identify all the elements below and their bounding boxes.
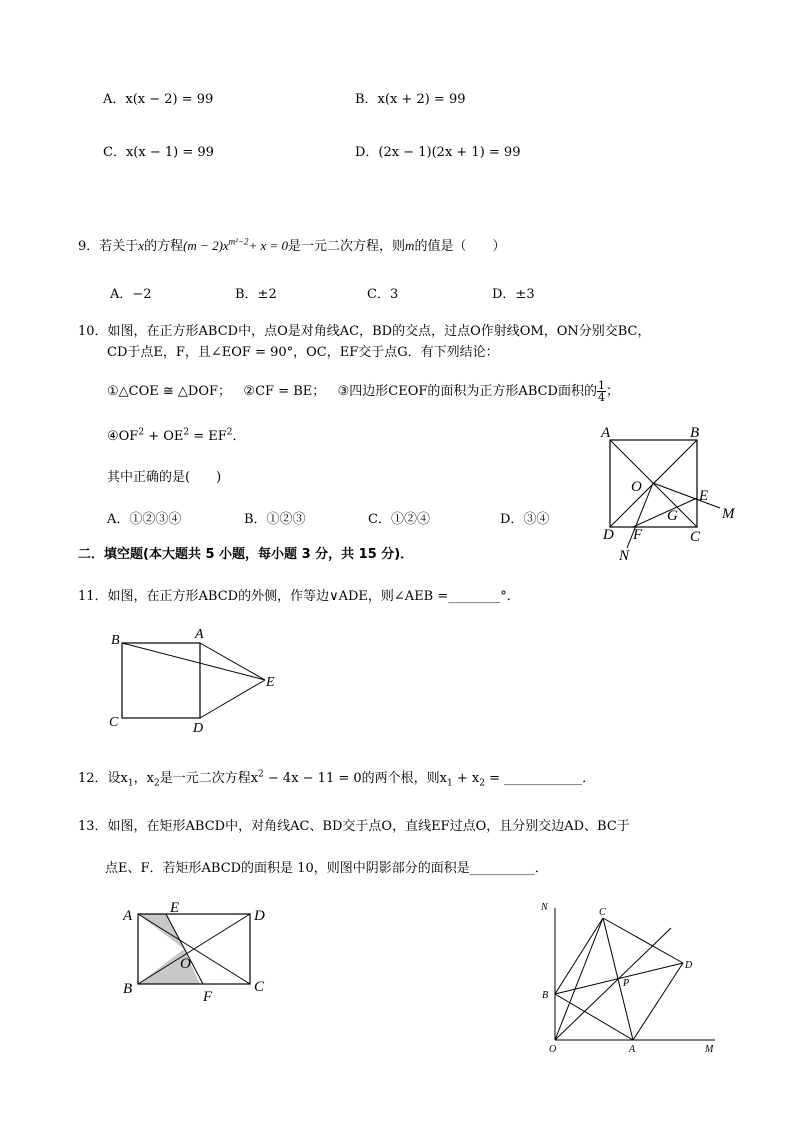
q13-label-f: F bbox=[203, 989, 213, 1005]
q11-figure bbox=[105, 628, 285, 738]
q13-label-c: C bbox=[254, 979, 265, 995]
q9-exponent: m²−2 bbox=[228, 236, 249, 247]
q11-text: 11．如图，在正方形ABCD的外侧，作等边∨ADE，则∠AEB =________°． bbox=[78, 589, 520, 604]
q10-option-d: D．③④ bbox=[500, 512, 550, 527]
right-label-c: C bbox=[599, 907, 606, 918]
q10-line2: CD于点E，F，且∠EOF = 90°，OC，EF交于点G．有下列结论： bbox=[107, 345, 499, 360]
q12-blank[interactable]: ____________ bbox=[504, 771, 583, 786]
q9-option-d: D．±3 bbox=[492, 287, 535, 302]
q13-label-o: O bbox=[180, 956, 191, 972]
q10-label-f: F bbox=[633, 527, 643, 543]
q13-label-a: A bbox=[123, 908, 133, 924]
q11-blank[interactable]: ________ bbox=[448, 589, 501, 604]
q11-label-d: D bbox=[193, 721, 204, 736]
q10-label-d: D bbox=[603, 527, 614, 543]
q10-conclusion-3: ③四边形CEOF的面积为正方形ABCD面积的 bbox=[337, 384, 597, 399]
q10-option-a: A．①②③④ bbox=[107, 512, 182, 527]
section-heading: 二．填空题(本大题共 5 小题，每小题 3 分，共 15 分)． bbox=[78, 547, 414, 562]
right-label-p: P bbox=[623, 978, 630, 989]
q9-suffix: 的值是（ ） bbox=[414, 239, 506, 254]
q10-option-c: C．①②④ bbox=[368, 512, 430, 527]
q10-label-e: E bbox=[699, 488, 709, 504]
right-label-d: D bbox=[685, 960, 693, 971]
q10-label-g: G bbox=[667, 508, 678, 524]
q9-option-c: C．3 bbox=[367, 287, 399, 302]
q11-label-c: C bbox=[109, 715, 119, 730]
q10-label-c: C bbox=[690, 529, 701, 545]
right-label-o: O bbox=[549, 1044, 557, 1055]
q9-prefix: 9．若关于 bbox=[78, 239, 139, 254]
q9-option-a: A．−2 bbox=[110, 287, 152, 302]
q10-fraction: $\frac{1}{4}$ bbox=[597, 379, 605, 404]
q10-label-o: O bbox=[631, 479, 642, 495]
q13-label-d: D bbox=[254, 908, 265, 924]
q13-label-e: E bbox=[170, 900, 180, 916]
q13-line1: 13．如图，在矩形ABCD中，对角线AC、BD交于点O，直线EF过点O，且分别交边AD、BC于 bbox=[78, 819, 630, 834]
q10-conclusion-1: ①△COE ≅ △DOF； bbox=[107, 384, 232, 399]
q13-figure bbox=[115, 897, 285, 1007]
q13-label-b: B bbox=[123, 981, 133, 997]
q8-option-c: C．x(x − 1) = 99 bbox=[103, 145, 214, 160]
q13-blank[interactable]: __________ bbox=[469, 861, 535, 876]
right-label-m: M bbox=[705, 1044, 714, 1055]
right-figure bbox=[535, 898, 725, 1058]
q10-conclusion-4: $④OF^2 + OE^2 = EF^2$． bbox=[107, 427, 246, 444]
q10-label-n: N bbox=[619, 548, 630, 564]
q11-label-b: B bbox=[111, 633, 120, 648]
q10-label-m: M bbox=[722, 506, 735, 522]
q9-stem bbox=[78, 235, 505, 254]
q10-figure bbox=[595, 420, 755, 564]
q9-option-b: B．±2 bbox=[235, 287, 277, 302]
q11-label-a: A bbox=[195, 627, 204, 642]
q10-label-b: B bbox=[690, 425, 700, 441]
right-label-a: A bbox=[629, 1044, 636, 1055]
q9-var-x: x bbox=[138, 238, 145, 253]
q8-option-a: A．x(x − 2) = 99 bbox=[103, 92, 214, 107]
q13-line2: 点E、F．若矩形ABCD的面积是 10，则图中阴影部分的面积是__________． bbox=[105, 861, 548, 876]
q10-label-a: A bbox=[601, 425, 611, 441]
q9-var-m: m bbox=[405, 238, 415, 253]
q9-equation: (m − 2)x bbox=[183, 238, 229, 253]
q12-text: 12．设$x_1$，$x_2$是一元二次方程$x^2 - 4x - 11 = 0$的两个根，则$x_1 + x_2$ = ____________． bbox=[78, 769, 596, 789]
right-label-b: B bbox=[542, 990, 549, 1001]
q8-option-b: B．x(x + 2) = 99 bbox=[355, 92, 466, 107]
q9-mid2: 是一元二次方程，则 bbox=[288, 239, 406, 254]
q8-option-d: D．(2x − 1)(2x + 1) = 99 bbox=[355, 145, 521, 160]
q11-label-e: E bbox=[266, 675, 275, 690]
q10-option-b: B．①②③ bbox=[244, 512, 306, 527]
right-label-n: N bbox=[541, 902, 548, 913]
q10-conclusion-2: ②CF = BE； bbox=[243, 384, 326, 399]
q10-question: 其中正确的是( ) bbox=[107, 470, 222, 485]
q9-mid: 的方程 bbox=[144, 239, 184, 254]
q10-line1: 10．如图，在正方形ABCD中，点O是对角线AC，BD的交点，过点O作射线OM，ON分别交BC， bbox=[78, 324, 651, 339]
q9-equation-tail: + x = 0 bbox=[248, 238, 289, 253]
q10-conclusions: ①△COE ≅ △DOF； ②CF = BE； ③四边形CEOF的面积为正方形ABCD面积的 $\frac{1}{4}$ ； bbox=[107, 379, 619, 404]
